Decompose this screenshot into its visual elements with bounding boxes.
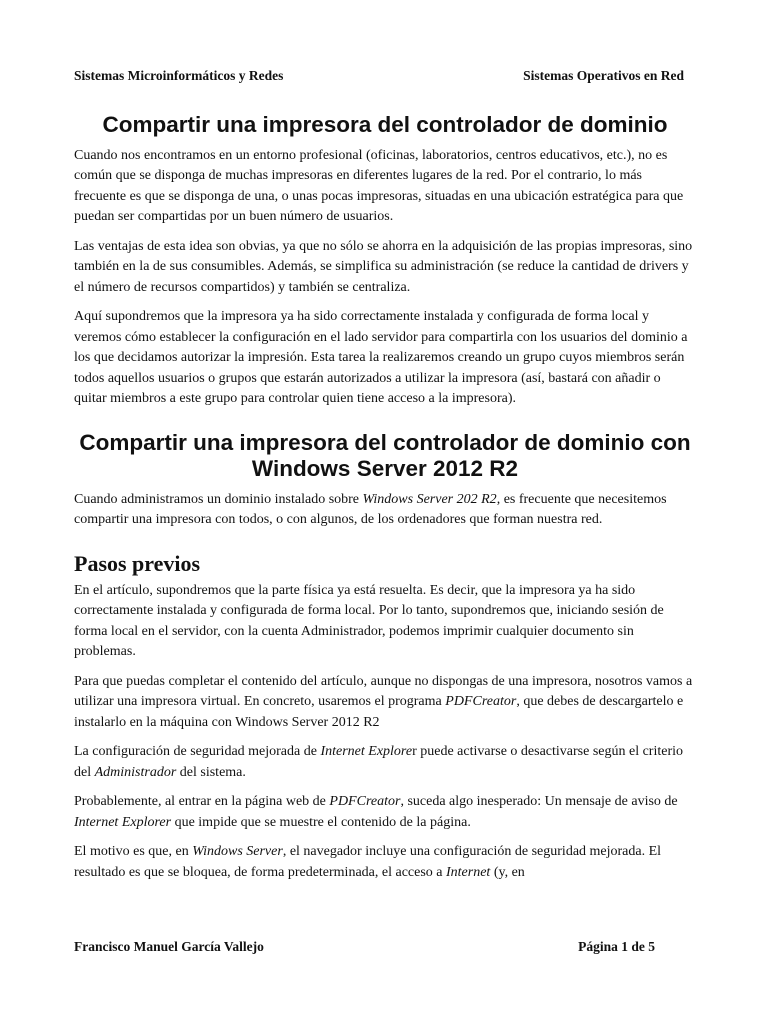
paragraph: Cuando administramos un dominio instalado sobre Windows Server 202 R2, es frecuente que necesitemos compartir una impresora con todos, o con algunos, de los ordenadores que forman nuestra red. [74,491,667,528]
paragraph: La configuración de seguridad mejorada de Internet Explorer puede activarse o desactivarse según el criterio del Administrador del sistema. [74,744,684,780]
page-footer [74,939,655,955]
paragraph: Las ventajas de esta idea son obvias, ya que no sólo se ahorra en la adquisición de las propias impresoras, sino también en la de sus consumibles. Además, se simplifica su administración (se reduce la cantidad de drivers y el número de recursos compartidos) y también se centraliza. [74,238,693,295]
header-left: Sistemas Microinformáticos y Redes [74,68,284,83]
page-header [74,68,684,84]
header-right: Sistemas Operativos en Red [523,68,684,83]
section-title-2: Compartir una impresora del controlador de dominio con Windows Server 2012 R2 [79,429,691,481]
paragraph: Probablemente, al entrar en la página web de PDFCreator, suceda algo inesperado: Un mensaje de aviso de Internet Explorer que impide que se muestre el contenido de la página. [74,794,678,830]
page-number: Página 1 de 5 [578,939,655,954]
section-title-1: Compartir una impresora del controlador de dominio [102,112,668,137]
footer-author: Francisco Manuel García Vallejo [74,939,264,954]
paragraph: Aquí supondremos que la impresora ya ha sido correctamente instalada y configurada de forma local y veremos cómo establecer la configuración en el lado servidor para compartirla con los usuarios del dominio a los que decidamos autorizar la impresión. Esta tarea la realizaremos creando un grupo cuyos miembros serán todos aquellos usuarios o grupos que estarán autorizados a utilizar la impresora (así, bastará con añadir o quitar miembros a este grupo para controlar quien tiene acceso a la impresora). [74,309,688,407]
paragraph: Para que puedas completar el contenido del artículo, aunque no dispongas de una impresora, nosotros vamos a utilizar una impresora virtual. En concreto, usaremos el programa PDFCreator, que debes de descargartelo e instalarlo en la máquina con Windows Server 2012 R2 [74,673,693,730]
document-body [74,112,696,892]
paragraph: El motivo es que, en Windows Server, el navegador incluye una configuración de seguridad mejorada. El resultado es que se bloquea, de forma predeterminada, el acceso a Internet (y, en [74,844,662,880]
paragraph: Cuando nos encontramos en un entorno profesional (oficinas, laboratorios, centros educativos, etc.), no es común que se disponga de muchas impresoras en diferentes lugares de la red. Por el contrario, lo más frecuente es que se disponga de una, o unas pocas impresoras, situadas en una ubicación estratégica para que puedan ser compartidas por un buen número de usuarios. [74,147,684,225]
paragraph: En el artículo, supondremos que la parte física ya está resuelta. Es decir, que la impresora ya ha sido correctamente instalada y configurada de forma local. Por lo tanto, supondremos que, iniciando sesión de forma local en el servidor, con la cuenta Administrador, podemos imprimir cualquier documento sin problemas. [74,582,664,660]
subsection-title: Pasos previos [74,550,201,576]
